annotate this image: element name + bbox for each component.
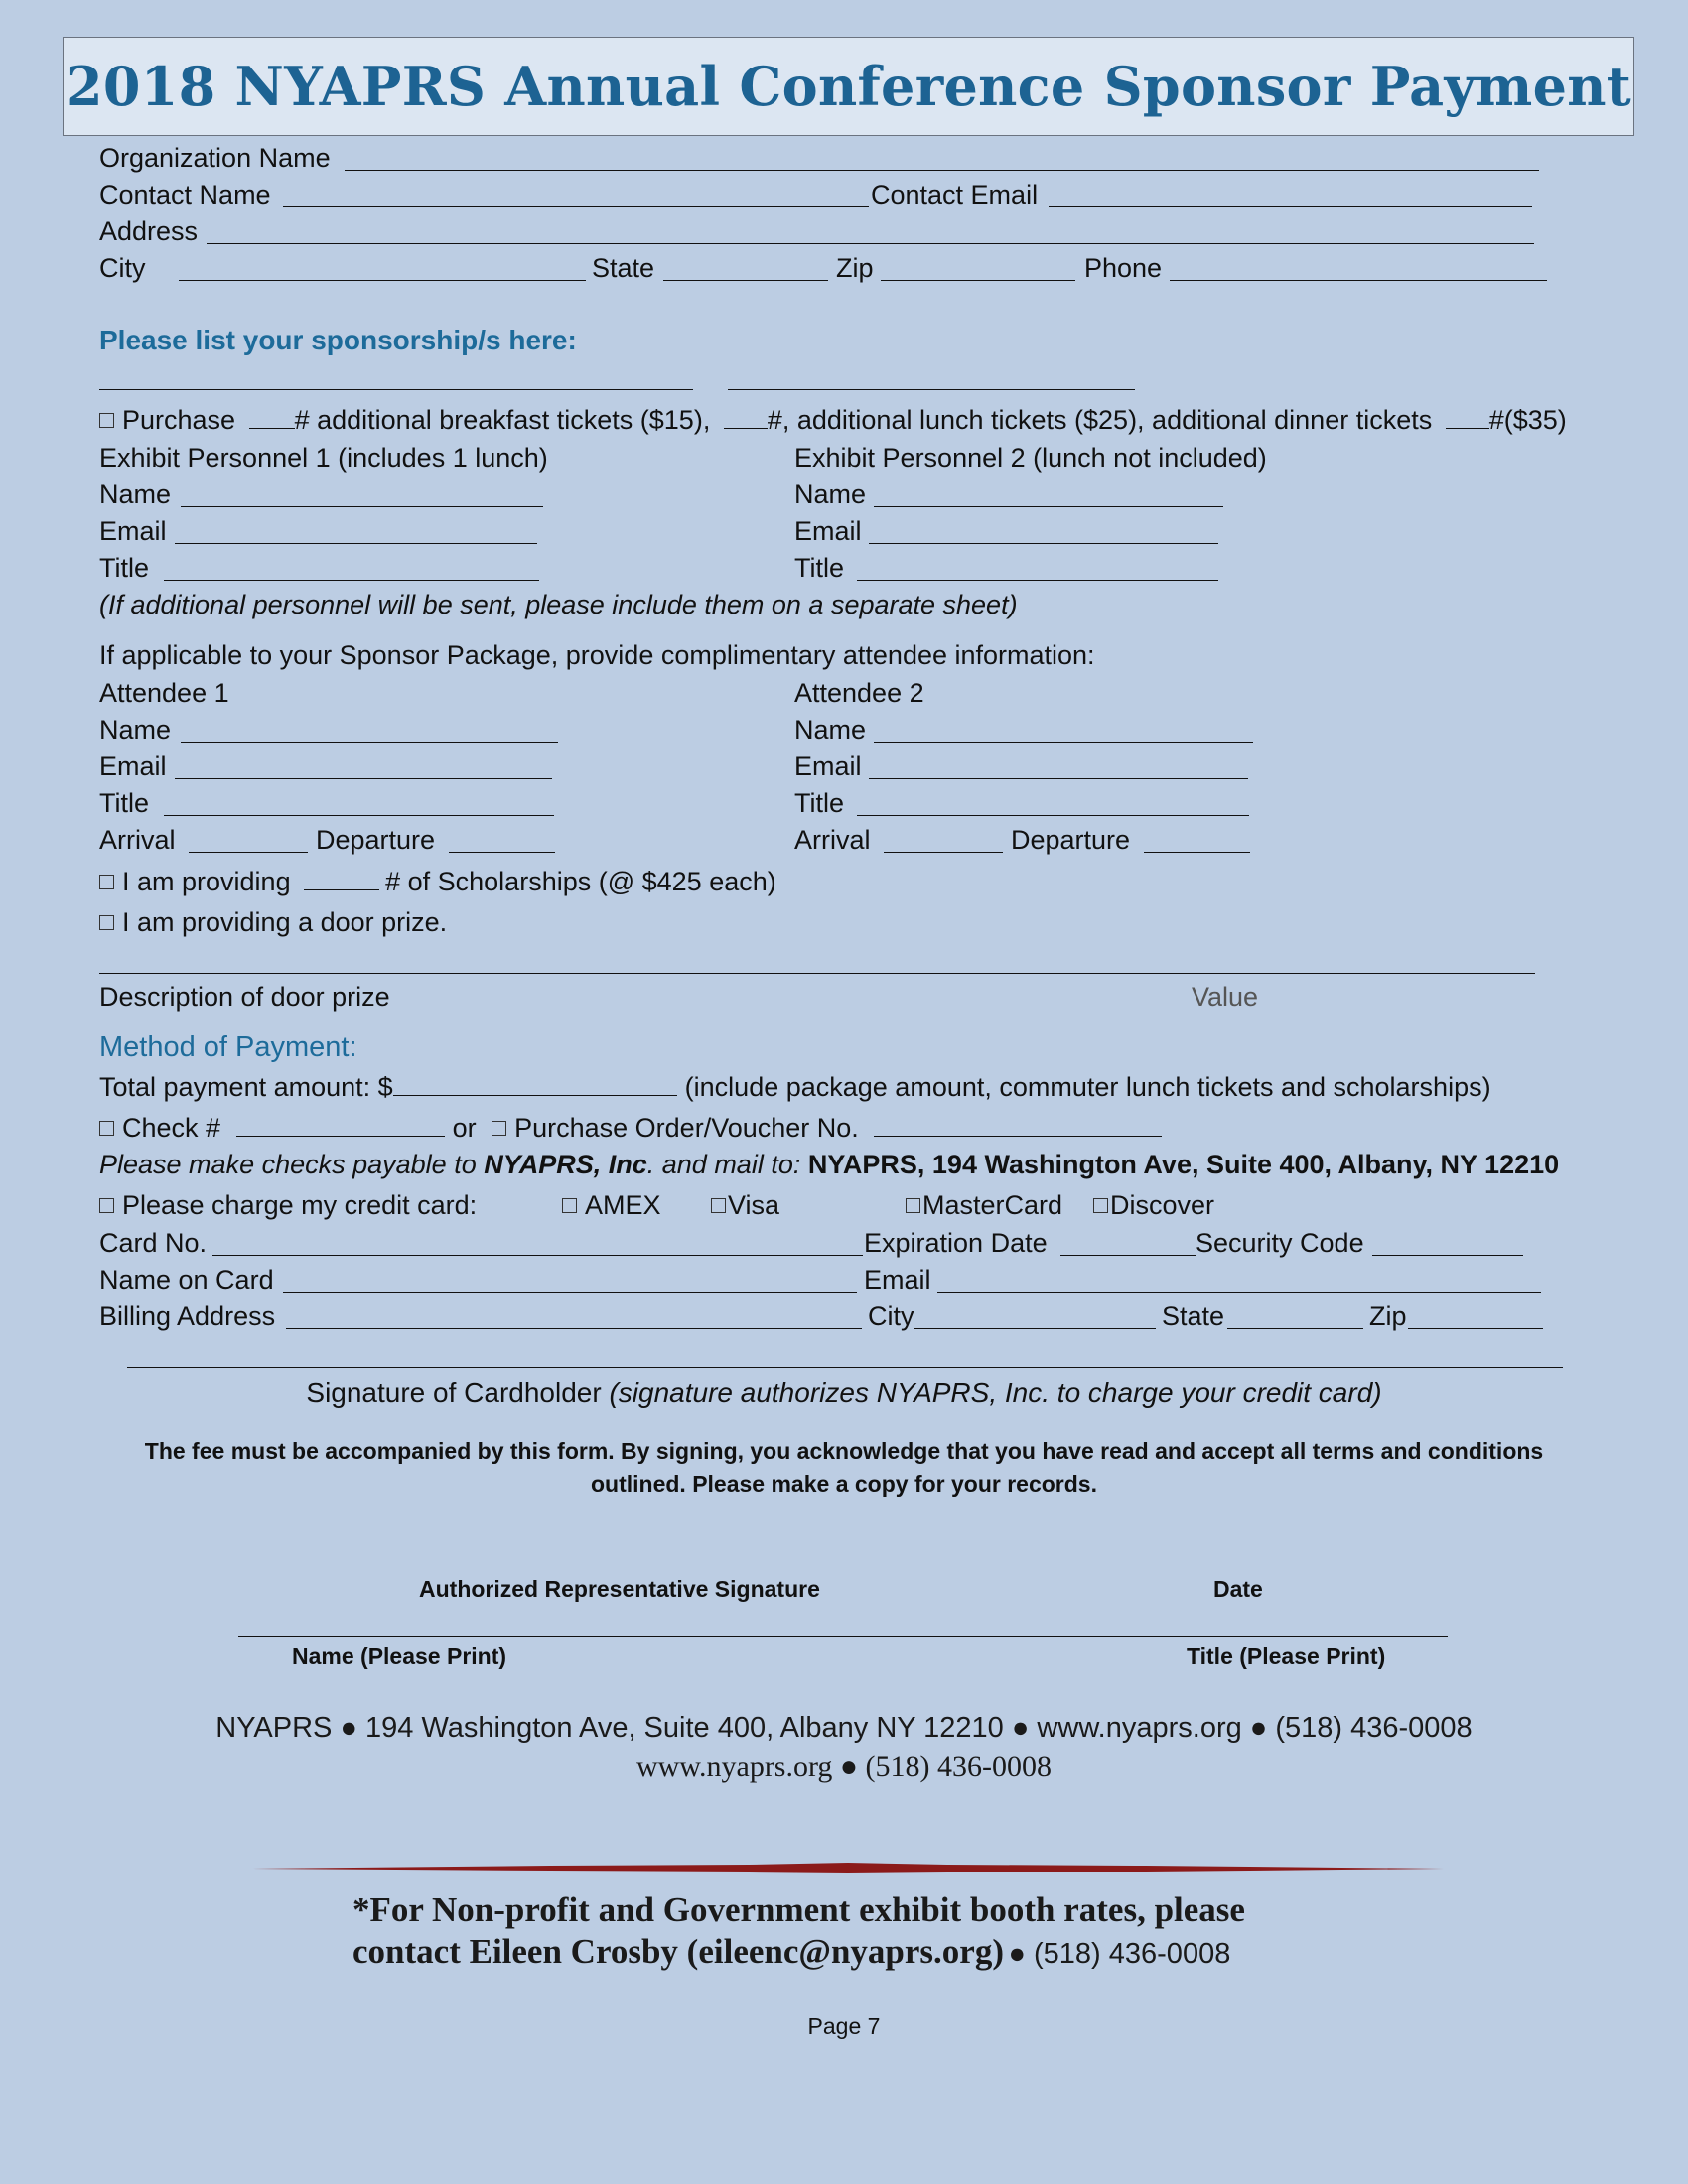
name-on-card-field[interactable] [283,1292,857,1293]
credit-card-label: Please charge my credit card: [122,1190,478,1220]
security-code-field[interactable] [1372,1255,1523,1256]
date-label: Date [1213,1576,1263,1602]
organization-name-label: Organization Name [99,143,331,173]
expiration-field[interactable] [1060,1255,1196,1256]
footer-divider [252,1862,1444,1874]
billing-address-field[interactable] [286,1328,862,1329]
exhibit-2-email-field[interactable] [869,543,1218,544]
total-payment-label: Total payment amount: $ [99,1072,393,1102]
amex-option[interactable] [562,1188,661,1222]
total-payment-row [99,1070,1491,1104]
expiration-label: Expiration Date [864,1228,1048,1258]
billing-city-field[interactable] [914,1328,1156,1329]
attendee-2-email-field[interactable] [869,778,1248,779]
dinner-count-field[interactable] [1446,428,1489,429]
organization-name-field[interactable] [345,170,1539,171]
footer-divider-shape [252,1863,1444,1873]
scholarships-checkbox[interactable] [99,875,114,889]
city-field[interactable] [179,280,586,281]
check-row [99,1111,1162,1145]
door-prize-label: I am providing a door prize. [122,907,448,937]
attendee-2-arrival-field[interactable] [884,852,1003,853]
mastercard-label: MasterCard [922,1190,1063,1220]
attendee-2-heading: Attendee 2 [794,678,924,708]
attendee-2-departure-label: Departure [1011,825,1131,855]
visa-option[interactable] [711,1188,779,1222]
amex-checkbox[interactable] [562,1198,577,1213]
dinner-label: #($35) [1488,405,1567,435]
amex-label: AMEX [585,1190,661,1220]
card-email-label: Email [864,1265,931,1295]
exhibit-personnel-2-heading: Exhibit Personnel 2 (lunch not included) [794,443,1267,473]
credit-card-checkbox[interactable] [99,1198,114,1213]
attendee-1-arrival-label: Arrival [99,825,176,855]
cardholder-signature-label: Signature of Cardholder [306,1377,602,1408]
city-label: City [99,253,146,283]
exhibit-2-title-label: Title [794,553,845,583]
title-banner [63,37,1634,136]
terms-line-1: The fee must be accompanied by this form. By signing, you acknowledge that you have read and accept all terms and conditions [144,1438,1544,1464]
purchase-tickets-row [99,403,1567,437]
contact-name-field[interactable] [283,206,869,207]
attendee-2-departure-field[interactable] [1144,852,1250,853]
exhibit-2-email-label: Email [794,516,862,546]
exhibit-2-name-field[interactable] [874,506,1223,507]
mastercard-option[interactable] [906,1188,1062,1222]
state-field[interactable] [663,280,828,281]
door-prize-value-label: Value [1192,982,1259,1012]
contact-email-field[interactable] [1049,206,1532,207]
billing-address-label: Billing Address [99,1301,276,1331]
additional-personnel-note: (If additional personnel will be sent, please include them on a separate sheet) [99,590,1018,619]
name-print-field[interactable] [238,1636,1448,1637]
attendee-1-departure-field[interactable] [449,852,555,853]
scholarships-row [99,865,776,898]
check-checkbox[interactable] [99,1121,114,1136]
credit-card-row [99,1188,477,1222]
lunch-label: #, additional lunch tickets ($25), additional dinner tickets [767,405,1433,435]
attendee-1-departure-label: Departure [316,825,436,855]
attendee-2-name-field[interactable] [874,742,1253,743]
nonprofit-line-2 [352,1931,1230,1979]
page-title: 2018 NYAPRS Annual Conference Sponsor Payment [65,55,1632,118]
attendee-2-name-label: Name [794,715,867,745]
scholarships-count-field[interactable] [304,889,379,890]
name-print-label: Name (Please Print) [292,1643,507,1669]
zip-field[interactable] [881,280,1075,281]
exhibit-1-email-label: Email [99,516,167,546]
phone-field[interactable] [1170,280,1547,281]
lunch-count-field[interactable] [724,428,768,429]
billing-city-label: City [868,1301,914,1331]
breakfast-count-field[interactable] [249,428,295,429]
state-label: State [592,253,655,283]
name-on-card-label: Name on Card [99,1265,274,1295]
visa-checkbox[interactable] [711,1198,726,1213]
cardholder-signature-note: (signature authorizes NYAPRS, Inc. to charge your credit card) [609,1377,1382,1408]
visa-label: Visa [728,1190,780,1220]
exhibit-2-name-label: Name [794,479,867,509]
nonprofit-phone: ● (518) 436-0008 [1008,1938,1231,1970]
attendee-1-arrival-field[interactable] [189,852,308,853]
cardholder-signature-caption [0,1376,1688,1410]
exhibit-personnel-1-heading: Exhibit Personnel 1 (includes 1 lunch) [99,443,548,473]
billing-state-field[interactable] [1227,1328,1363,1329]
or-label: or [452,1113,477,1143]
purchase-label: Purchase [122,405,236,435]
attendee-1-email-label: Email [99,751,167,781]
attendee-1-name-label: Name [99,715,172,745]
cardholder-signature-field[interactable] [127,1367,1563,1368]
attendee-intro: If applicable to your Sponsor Package, provide complimentary attendee information: [99,640,1095,670]
sponsorship-field-1[interactable] [99,389,693,390]
phone-label: Phone [1084,253,1163,283]
check-number-field[interactable] [236,1136,445,1137]
payable-address: NYAPRS, 194 Washington Ave, Suite 400, Albany, NY 12210 [807,1150,1560,1179]
card-number-field[interactable] [212,1255,863,1256]
exhibit-1-title-label: Title [99,553,150,583]
card-email-field[interactable] [937,1292,1541,1293]
attendee-1-email-field[interactable] [175,778,552,779]
payment-heading: Method of Payment: [99,1031,357,1063]
page-number: Page 7 [807,2013,881,2039]
footer-contact: www.nyaprs.org ● (518) 436-0008 [635,1750,1053,1783]
nonprofit-line-1: *For Non-profit and Government exhibit booth rates, please [352,1890,1245,1929]
billing-state-label: State [1162,1301,1225,1331]
attendee-1-title-field[interactable] [164,815,554,816]
footer-address: NYAPRS ● 194 Washington Ave, Suite 400, Albany NY 12210 ● www.nyaprs.org ● (518) 436-0008 [215,1712,1473,1744]
exhibit-1-name-label: Name [99,479,172,509]
total-payment-field[interactable] [393,1095,677,1096]
attendee-1-name-field[interactable] [181,742,558,743]
attendee-1-heading: Attendee 1 [99,678,229,708]
attendee-1-title-label: Title [99,788,150,818]
discover-label: Discover [1110,1190,1215,1220]
title-print-label: Title (Please Print) [1187,1643,1386,1669]
breakfast-label: # additional breakfast tickets ($15), [294,405,711,435]
contact-email-label: Contact Email [871,180,1039,209]
nonprofit-contact: contact Eileen Crosby (eileenc@nyaprs.org) [352,1932,1004,1971]
billing-zip-field[interactable] [1408,1328,1543,1329]
po-number-field[interactable] [874,1136,1162,1137]
door-prize-checkbox[interactable] [99,915,114,930]
terms-line-2: outlined. Please make a copy for your records. [590,1471,1097,1497]
check-label: Check # [122,1113,221,1143]
authorized-signature-label: Authorized Representative Signature [419,1576,820,1602]
door-prize-description-field[interactable] [99,973,1535,974]
attendee-2-arrival-label: Arrival [794,825,871,855]
total-payment-note: (include package amount, commuter lunch tickets and scholarships) [684,1072,1491,1102]
scholarships-prefix: I am providing [122,867,291,896]
attendee-2-title-field[interactable] [857,815,1249,816]
door-prize-description-label: Description of door prize [99,982,390,1012]
zip-label: Zip [836,253,874,283]
sponsorship-heading: Please list your sponsorship/s here: [99,325,577,355]
payable-prefix: Please make checks payable to [99,1150,477,1179]
mastercard-checkbox[interactable] [906,1198,920,1213]
attendee-2-email-label: Email [794,751,862,781]
payable-instructions [99,1148,1559,1181]
contact-name-label: Contact Name [99,180,271,209]
address-field[interactable] [207,243,1534,244]
door-prize-row [99,905,447,939]
exhibit-1-title-field[interactable] [164,580,539,581]
payable-mid: . and mail to: [646,1150,801,1179]
po-checkbox[interactable] [492,1121,506,1136]
exhibit-1-email-field[interactable] [175,543,537,544]
payable-org: NYAPRS, Inc [484,1150,647,1179]
discover-option[interactable] [1093,1188,1214,1222]
address-label: Address [99,216,199,246]
exhibit-1-name-field[interactable] [181,506,543,507]
card-number-label: Card No. [99,1228,208,1258]
sponsorship-field-2[interactable] [728,389,1135,390]
billing-zip-label: Zip [1369,1301,1407,1331]
po-label: Purchase Order/Voucher No. [514,1113,859,1143]
purchase-checkbox[interactable] [99,413,114,428]
security-code-label: Security Code [1196,1228,1364,1258]
scholarships-suffix: # of Scholarships (@ $425 each) [385,867,776,896]
terms-text [0,1435,1688,1501]
exhibit-2-title-field[interactable] [857,580,1218,581]
discover-checkbox[interactable] [1093,1198,1108,1213]
attendee-2-title-label: Title [794,788,845,818]
